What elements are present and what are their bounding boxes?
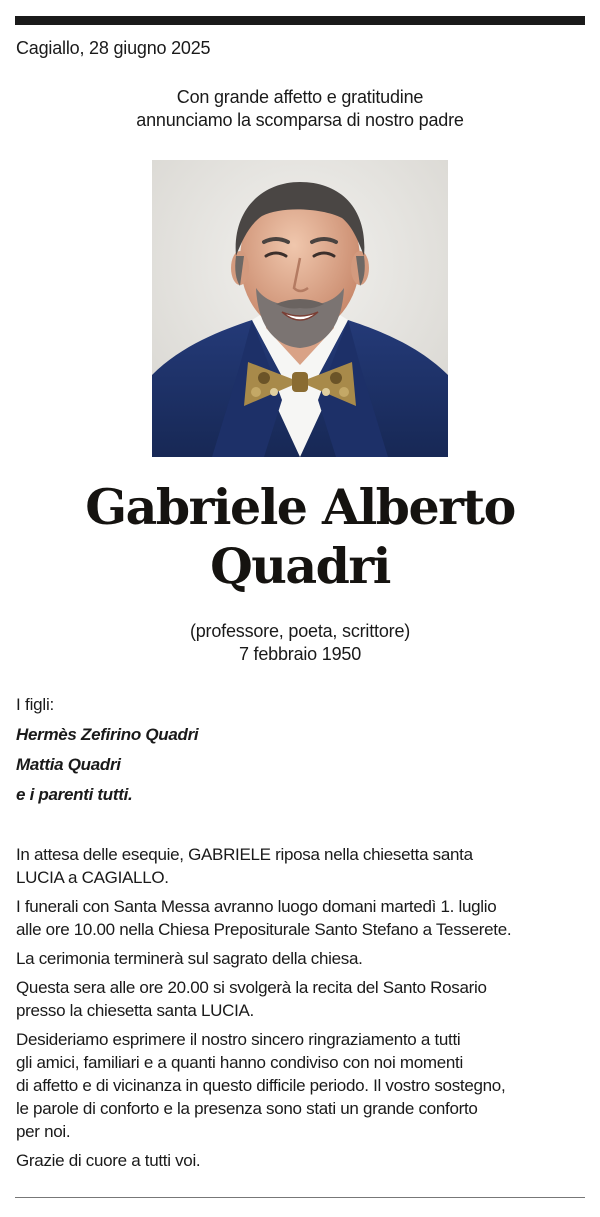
text-line: gli amici, familiari e a quanti hanno condiviso con noi momenti xyxy=(16,1053,463,1072)
paragraph-rosary xyxy=(16,976,586,1022)
bottom-rule xyxy=(15,1197,585,1198)
deceased-roles: (professore, poeta, scrittore) xyxy=(189,621,411,641)
announcement-body xyxy=(16,843,586,1178)
intro-line: Con grande affetto e gratitudine xyxy=(176,87,424,107)
mourner-name: Hermès Zefirino Quadri xyxy=(16,725,199,744)
name-line-2: Quadri xyxy=(210,537,390,595)
family-label: I figli: xyxy=(16,695,55,714)
dateline: Cagiallo, 28 giugno 2025 xyxy=(16,38,211,58)
intro-text xyxy=(0,86,600,132)
text-line: La cerimonia terminerà sul sagrato della chiesa. xyxy=(16,949,363,968)
text-line: Desideriamo esprimere il nostro sincero ringraziamento a tutti xyxy=(16,1030,461,1049)
text-line: le parole di conforto e la presenza sono stati un grande conforto xyxy=(16,1099,478,1118)
text-line: di affetto e di vicinanza in questo difficile periodo. Il vostro sostegno, xyxy=(16,1076,506,1095)
mourner-name: Mattia Quadri xyxy=(16,755,121,774)
text-line: LUCIA a CAGIALLO. xyxy=(16,868,169,887)
paragraph-thanks xyxy=(16,1028,586,1143)
text-line: Questa sera alle ore 20.00 si svolgerà la recita del Santo Rosario xyxy=(16,978,487,997)
deceased-details xyxy=(0,620,600,666)
paragraph-wake xyxy=(16,843,586,889)
intro-line: annunciamo la scomparsa di nostro padre xyxy=(136,110,464,130)
text-line: I funerali con Santa Messa avranno luogo domani martedì 1. luglio xyxy=(16,897,497,916)
text-line: presso la chiesetta santa LUCIA. xyxy=(16,1001,254,1020)
portrait-photo xyxy=(152,160,448,457)
portrait-illustration xyxy=(152,160,448,457)
name-line-1: Gabriele Alberto xyxy=(85,478,515,536)
birth-date: 7 febbraio 1950 xyxy=(238,644,362,664)
text-line: Grazie di cuore a tutti voi. xyxy=(16,1151,201,1170)
family-list xyxy=(16,690,198,810)
text-line: per noi. xyxy=(16,1122,71,1141)
mourner-name: e i parenti tutti. xyxy=(16,785,133,804)
text-line: alle ore 10.00 nella Chiesa Prepositurale Santo Stefano a Tesserete. xyxy=(16,920,512,939)
paragraph-closing xyxy=(16,1149,586,1172)
paragraph-ceremony xyxy=(16,947,586,970)
text-line: In attesa delle esequie, GABRIELE riposa nella chiesetta santa xyxy=(16,845,473,864)
paragraph-funeral xyxy=(16,895,586,941)
deceased-name xyxy=(0,478,600,596)
top-rule xyxy=(15,16,585,25)
